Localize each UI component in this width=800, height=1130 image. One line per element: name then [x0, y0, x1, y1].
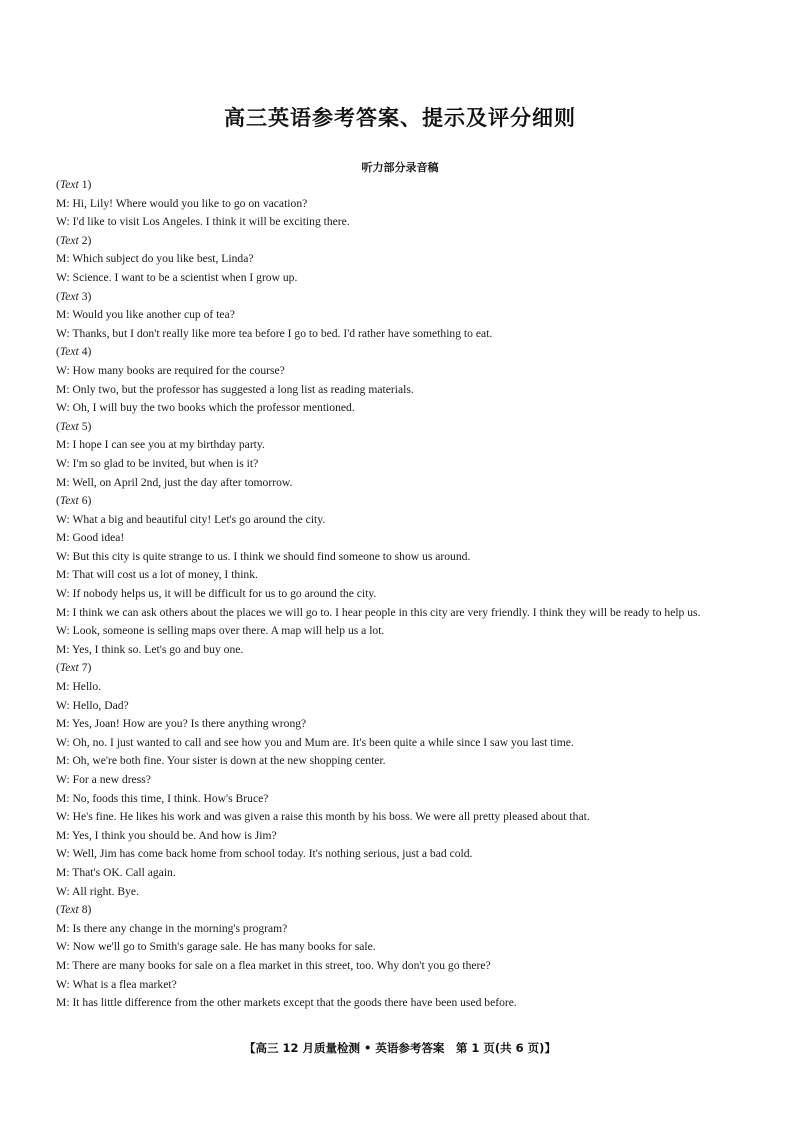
speaker-label: W — [56, 456, 67, 470]
speaker-label: W — [56, 847, 67, 861]
text-label-number: 2 — [81, 233, 88, 247]
dialogue-line: M: Only two, but the professor has suggested a long list as reading materials. — [56, 382, 414, 396]
speaker-label: M — [56, 308, 67, 322]
speaker-label: W — [56, 810, 67, 824]
dialogue-line: M: There are many books for sale on a flea market in this street, too. Why don't you go there? — [56, 958, 491, 972]
text-label-word: Text — [59, 903, 79, 917]
speech-text: Hello. — [72, 680, 102, 694]
dialogue-line: W: If nobody helps us, it will be difficult for us to go around the city. — [56, 587, 377, 601]
text-section-label: (Text 4) — [56, 345, 92, 359]
speech-text: He's fine. He likes his work and was given a raise this month by his boss. We were all pretty pleased about that. — [72, 810, 590, 824]
section-subtitle: 听力部分录音稿 — [361, 161, 439, 174]
speech-text: Science. I want to be a scientist when I grow up. — [72, 270, 298, 284]
dialogue-line: W: I'm so glad to be invited, but when is it? — [56, 456, 259, 470]
text-label-word: Text — [59, 419, 79, 433]
speaker-label: M — [56, 605, 67, 619]
dialogue-line: M: Yes, I think so. Let's go and buy one. — [56, 642, 244, 656]
speaker-label: M — [56, 642, 67, 656]
speaker-label: M — [56, 996, 67, 1010]
speaker-label: M — [56, 252, 67, 266]
speech-text: Thanks, but I don't really like more tea before I go to bed. I'd rather have something to eat. — [72, 326, 493, 340]
speaker-label: M — [56, 958, 67, 972]
dialogue-line: W: Oh, no. I just wanted to call and see how you and Mum are. It's been quite a while since I saw you last time. — [56, 735, 574, 749]
speaker-label: W — [56, 401, 67, 415]
speech-text: Oh, we're both fine. Your sister is down at the new shopping center. — [72, 754, 386, 768]
speech-text: That will cost us a lot of money, I think. — [72, 568, 258, 582]
speech-text: Is there any change in the morning's program? — [72, 921, 288, 935]
speech-text: Hello, Dad? — [72, 698, 129, 712]
text-label-word: Text — [59, 233, 79, 247]
speech-text: If nobody helps us, it will be difficult for us to go around the city. — [72, 587, 377, 601]
dialogue-line: M: Which subject do you like best, Linda? — [56, 252, 254, 266]
speech-text: I'd like to visit Los Angeles. I think it will be exciting there. — [72, 215, 350, 229]
dialogue-line: W: For a new dress? — [56, 773, 151, 786]
text-label-word: Text — [59, 661, 79, 675]
speaker-label: W — [56, 326, 67, 340]
speech-text: It has little difference from the other markets except that the goods there have been used before. — [72, 996, 517, 1010]
speaker-label: M — [56, 754, 67, 768]
speech-text: How many books are required for the course? — [72, 363, 285, 377]
speech-text: No, foods this time, I think. How's Bruce? — [72, 791, 269, 805]
speech-text: Good idea! — [72, 531, 125, 545]
speaker-label: M — [56, 921, 67, 935]
speech-text: Oh, no. I just wanted to call and see how you and Mum are. It's been quite a while since I saw you last time. — [72, 735, 574, 749]
speaker-label: M — [56, 717, 67, 731]
speaker-label: M — [56, 680, 67, 694]
dialogue-line: W: Hello, Dad? — [56, 698, 129, 712]
dialogue-line: M: Would you like another cup of tea? — [56, 308, 235, 322]
text-label-number: 7 — [81, 661, 88, 675]
dialogue-line: W: Thanks, but I don't really like more tea before I go to bed. I'd rather have something to eat. — [56, 326, 493, 340]
speaker-label: W — [56, 773, 67, 786]
speaker-label: M — [56, 828, 67, 842]
speech-text: Which subject do you like best, Linda? — [72, 252, 254, 266]
dialogue-line: M: Well, on April 2nd, just the day after tomorrow. — [56, 475, 293, 489]
text-section-label: (Text 6) — [56, 494, 92, 508]
speaker-label: W — [56, 587, 67, 601]
speaker-label: W — [56, 698, 67, 712]
dialogue-line: M: Oh, we're both fine. Your sister is down at the new shopping center. — [56, 754, 386, 768]
speech-text: Now we'll go to Smith's garage sale. He has many books for sale. — [72, 940, 376, 954]
speech-text: Oh, I will buy the two books which the professor mentioned. — [72, 401, 355, 415]
dialogue-line: W: Now we'll go to Smith's garage sale. He has many books for sale. — [56, 940, 376, 954]
speech-text: Only two, but the professor has suggested a long list as reading materials. — [72, 382, 414, 396]
dialogue-line: W: I'd like to visit Los Angeles. I think it will be exciting there. — [56, 215, 350, 229]
speaker-label: M — [56, 438, 67, 452]
speech-text: Well, on April 2nd, just the day after tomorrow. — [72, 475, 293, 489]
speech-text: For a new dress? — [72, 773, 151, 786]
dialogue-line: W: All right. Bye. — [56, 884, 139, 898]
text-label-word: Text — [59, 345, 79, 359]
page-footer: 【高三 12 月质量检测 • 英语参考答案 第 1 页(共 6 页)】 — [244, 1041, 556, 1055]
speaker-label: W — [56, 977, 67, 991]
speaker-label: W — [56, 549, 67, 563]
transcript-body — [56, 176, 756, 1013]
dialogue-line: M: Yes, I think you should be. And how is Jim? — [56, 828, 277, 842]
dialogue-line: W: Look, someone is selling maps over there. A map will help us a lot. — [56, 624, 385, 638]
speech-text: All right. Bye. — [72, 884, 139, 898]
speech-text: But this city is quite strange to us. I think we should find someone to show us around. — [72, 549, 471, 563]
dialogue-line: W: He's fine. He likes his work and was given a raise this month by his boss. We were all pretty pleased about that. — [56, 810, 590, 824]
dialogue-line: M: I hope I can see you at my birthday party. — [56, 438, 265, 452]
speech-text: That's OK. Call again. — [72, 865, 176, 879]
speech-text: What is a flea market? — [72, 977, 177, 991]
speech-text: Yes, I think so. Let's go and buy one. — [72, 642, 244, 656]
speech-text: Yes, I think you should be. And how is Jim? — [72, 828, 277, 842]
speaker-label: W — [56, 940, 67, 954]
speaker-label: W — [56, 735, 67, 749]
text-label-number: 5 — [81, 419, 88, 433]
speech-text: What a big and beautiful city! Let's go around the city. — [72, 512, 326, 526]
dialogue-line: W: Well, Jim has come back home from school today. It's nothing serious, just a bad cold. — [56, 847, 473, 861]
dialogue-line: M: Is there any change in the morning's program? — [56, 921, 288, 935]
text-section-label: (Text 5) — [56, 419, 92, 433]
text-label-word: Text — [59, 178, 79, 191]
speech-text: Well, Jim has come back home from school today. It's nothing serious, just a bad cold. — [72, 847, 473, 861]
speaker-label: M — [56, 791, 67, 805]
text-section-label: (Text 7) — [56, 661, 92, 675]
dialogue-line: W: Science. I want to be a scientist when I grow up. — [56, 270, 298, 284]
text-label-number: 4 — [81, 345, 88, 359]
speaker-label: M — [56, 475, 67, 489]
text-label-word: Text — [59, 494, 79, 508]
text-label-number: 6 — [81, 494, 88, 508]
text-label-number: 8 — [81, 903, 88, 917]
dialogue-line: W: How many books are required for the course? — [56, 363, 285, 377]
speech-text: I think we can ask others about the places we will go to. I hear people in this city are very friendly. I think they will be ready to help us. — [72, 605, 701, 619]
text-label-number: 1 — [81, 178, 88, 191]
text-label-number: 3 — [81, 289, 88, 303]
dialogue-line: M: Hi, Lily! Where would you like to go on vacation? — [56, 196, 308, 210]
dialogue-line: M: That's OK. Call again. — [56, 865, 176, 879]
text-section-label: (Text 8) — [56, 903, 92, 917]
speaker-label: M — [56, 568, 67, 582]
speaker-label: M — [56, 531, 67, 545]
speaker-label: W — [56, 884, 67, 898]
dialogue-line: M: Hello. — [56, 680, 102, 694]
dialogue-line: M: I think we can ask others about the places we will go to. I hear people in this city are very friendly. I think they will be ready to help us. — [56, 605, 701, 619]
speaker-label: W — [56, 624, 67, 638]
speaker-label: W — [56, 270, 67, 284]
dialogue-line: W: Oh, I will buy the two books which the professor mentioned. — [56, 401, 355, 415]
speaker-label: W — [56, 512, 67, 526]
dialogue-line: M: No, foods this time, I think. How's Bruce? — [56, 791, 269, 805]
text-section-label: (Text 1) — [56, 178, 92, 191]
dialogue-line: W: What a big and beautiful city! Let's go around the city. — [56, 512, 326, 526]
speech-text: Yes, Joan! How are you? Is there anything wrong? — [72, 717, 307, 731]
speaker-label: W — [56, 215, 67, 229]
speaker-label: M — [56, 865, 67, 879]
speech-text: There are many books for sale on a flea market in this street, too. Why don't you go there? — [72, 958, 491, 972]
text-section-label: (Text 3) — [56, 289, 92, 303]
speech-text: Hi, Lily! Where would you like to go on vacation? — [72, 196, 308, 210]
speaker-label: M — [56, 382, 67, 396]
speech-text: Look, someone is selling maps over there. A map will help us a lot. — [72, 624, 385, 638]
dialogue-line: M: That will cost us a lot of money, I think. — [56, 568, 258, 582]
speaker-label: W — [56, 363, 67, 377]
speaker-label: M — [56, 196, 67, 210]
document-title: 高三英语参考答案、提示及评分细则 — [224, 106, 576, 130]
speech-text: Would you like another cup of tea? — [72, 308, 235, 322]
dialogue-line: M: Good idea! — [56, 531, 125, 545]
dialogue-line: W: But this city is quite strange to us. I think we should find someone to show us around. — [56, 549, 471, 563]
dialogue-line: M: It has little difference from the other markets except that the goods there have been used before. — [56, 996, 517, 1010]
text-section-label: (Text 2) — [56, 233, 92, 247]
dialogue-line: W: What is a flea market? — [56, 977, 177, 991]
dialogue-line: M: Yes, Joan! How are you? Is there anything wrong? — [56, 717, 307, 731]
text-label-word: Text — [59, 289, 79, 303]
speech-text: I'm so glad to be invited, but when is it? — [72, 456, 259, 470]
speech-text: I hope I can see you at my birthday party. — [72, 438, 265, 452]
